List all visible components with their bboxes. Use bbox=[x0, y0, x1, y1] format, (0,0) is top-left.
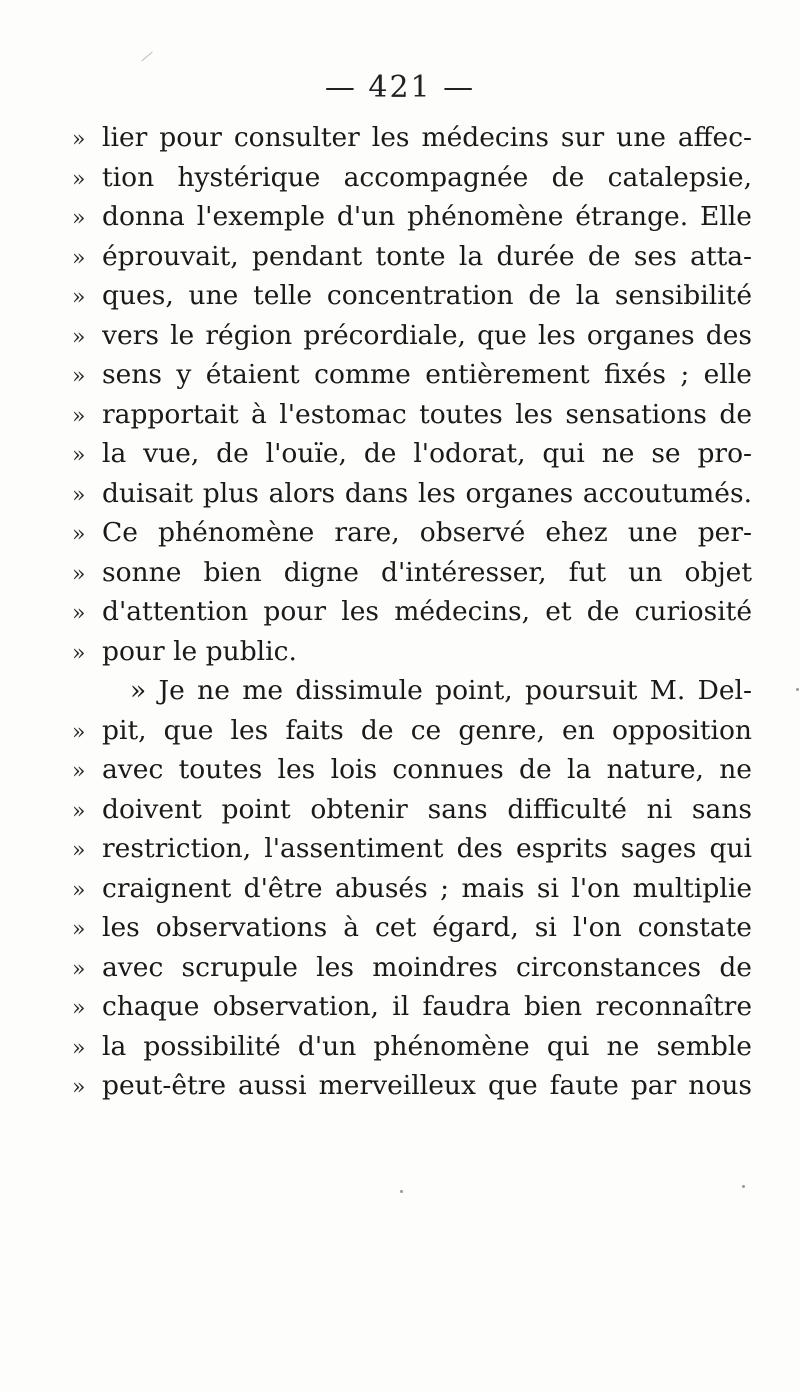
page-number: — 421 — bbox=[324, 70, 476, 105]
quote-marker: » bbox=[72, 561, 86, 587]
quote-marker: » bbox=[72, 522, 86, 547]
line-text: avec toutes les lois connues de la nature, ne bbox=[102, 754, 752, 785]
line-text: doivent point obtenir sans difficulté ni sans bbox=[102, 793, 752, 825]
line-text: craignent d'être abusés ; mais si l'on multiplie bbox=[102, 872, 752, 904]
quote-marker: » bbox=[72, 798, 86, 824]
quote-marker: » bbox=[72, 640, 86, 666]
line-text: » Je ne me dissimule point, poursuit M. Del- bbox=[130, 675, 752, 706]
line-text: sonne bien digne d'intéresser, fut un objet bbox=[102, 556, 752, 588]
line-text: avec scrupule les moindres circonstances de bbox=[102, 951, 752, 983]
text-line bbox=[72, 237, 752, 277]
quote-marker: » bbox=[72, 877, 86, 903]
line-text: tion hystérique accompagnée de catalepsie, bbox=[102, 161, 752, 193]
line-text: vers le région précordiale, que les organes des bbox=[102, 319, 752, 351]
quote-marker: » bbox=[72, 1075, 86, 1100]
quote-marker: » bbox=[72, 166, 86, 192]
line-text: la vue, de l'ouïe, de l'odorat, qui ne se pro- bbox=[102, 438, 752, 469]
quote-marker: » bbox=[72, 482, 86, 508]
quote-marker: » bbox=[72, 443, 86, 468]
line-text: restriction, l'assentiment des esprits sages qui bbox=[102, 833, 752, 864]
quote-marker: » bbox=[72, 838, 86, 863]
quote-marker: » bbox=[72, 1035, 86, 1061]
text-line bbox=[72, 513, 752, 553]
quote-marker: » bbox=[72, 364, 86, 389]
line-text: les observations à cet égard, si l'on constate bbox=[102, 912, 752, 943]
text-line bbox=[72, 553, 752, 593]
quote-marker: » bbox=[72, 996, 86, 1021]
text-line bbox=[72, 632, 752, 672]
text-line bbox=[72, 592, 752, 632]
quote-marker: » bbox=[72, 956, 86, 982]
text-line bbox=[72, 474, 752, 514]
line-text: d'attention pour les médecins, et de curiosité bbox=[102, 596, 752, 627]
line-text: Ce phénomène rare, observé ehez une per- bbox=[102, 517, 752, 548]
quote-marker: » bbox=[72, 917, 86, 942]
text-line bbox=[72, 355, 752, 395]
text-line bbox=[72, 908, 752, 948]
text-line bbox=[72, 197, 752, 237]
text-line bbox=[72, 987, 752, 1027]
paragraph-start-line bbox=[72, 671, 752, 711]
quote-marker: » bbox=[72, 601, 86, 626]
text-line bbox=[72, 395, 752, 435]
text-line bbox=[72, 829, 752, 869]
text-line bbox=[72, 750, 752, 790]
line-text: donna l'exemple d'un phénomène étrange. Elle bbox=[102, 201, 752, 232]
text-line bbox=[72, 1027, 752, 1067]
line-text: chaque observation, il faudra bien reconnaître bbox=[102, 991, 752, 1022]
quote-marker: » bbox=[72, 245, 86, 271]
text-line bbox=[72, 434, 752, 474]
line-text: peut-être aussi merveilleux que faute par nous bbox=[102, 1070, 752, 1101]
text-line bbox=[72, 118, 752, 158]
text-line bbox=[72, 276, 752, 316]
line-text: la possibilité d'un phénomène qui ne semble bbox=[102, 1030, 752, 1062]
quote-marker: » bbox=[72, 719, 86, 745]
text-line bbox=[72, 316, 752, 356]
text-line bbox=[72, 790, 752, 830]
line-text: rapportait à l'estomac toutes les sensations de bbox=[102, 398, 752, 430]
paper-speck bbox=[400, 1190, 403, 1193]
line-text: sens y étaient comme entièrement fixés ; elle bbox=[102, 359, 752, 390]
line-text: pit, que les faits de ce genre, en opposition bbox=[102, 714, 752, 746]
body-text bbox=[72, 118, 752, 1106]
page-mark bbox=[141, 52, 152, 62]
text-line bbox=[72, 869, 752, 909]
quote-marker: » bbox=[72, 403, 86, 429]
paper-speck bbox=[796, 688, 799, 691]
line-text: pour le public. bbox=[102, 635, 297, 667]
line-text: éprouvait, pendant tonte la durée de ses atta- bbox=[102, 240, 752, 272]
line-text: lier pour consulter les médecins sur une affec- bbox=[102, 122, 752, 153]
text-line bbox=[72, 711, 752, 751]
paper-speck bbox=[742, 1185, 745, 1188]
quote-marker: » bbox=[72, 759, 86, 784]
line-text: ques, une telle concentration de la sensibilité bbox=[102, 280, 752, 311]
quote-marker: » bbox=[72, 206, 86, 231]
quote-marker: » bbox=[72, 324, 86, 350]
quote-marker: » bbox=[72, 285, 86, 310]
text-line bbox=[72, 158, 752, 198]
quote-marker: » bbox=[72, 127, 86, 152]
line-text: duisait plus alors dans les organes accoutumés. bbox=[102, 477, 752, 509]
text-line bbox=[72, 1066, 752, 1106]
text-line bbox=[72, 948, 752, 988]
